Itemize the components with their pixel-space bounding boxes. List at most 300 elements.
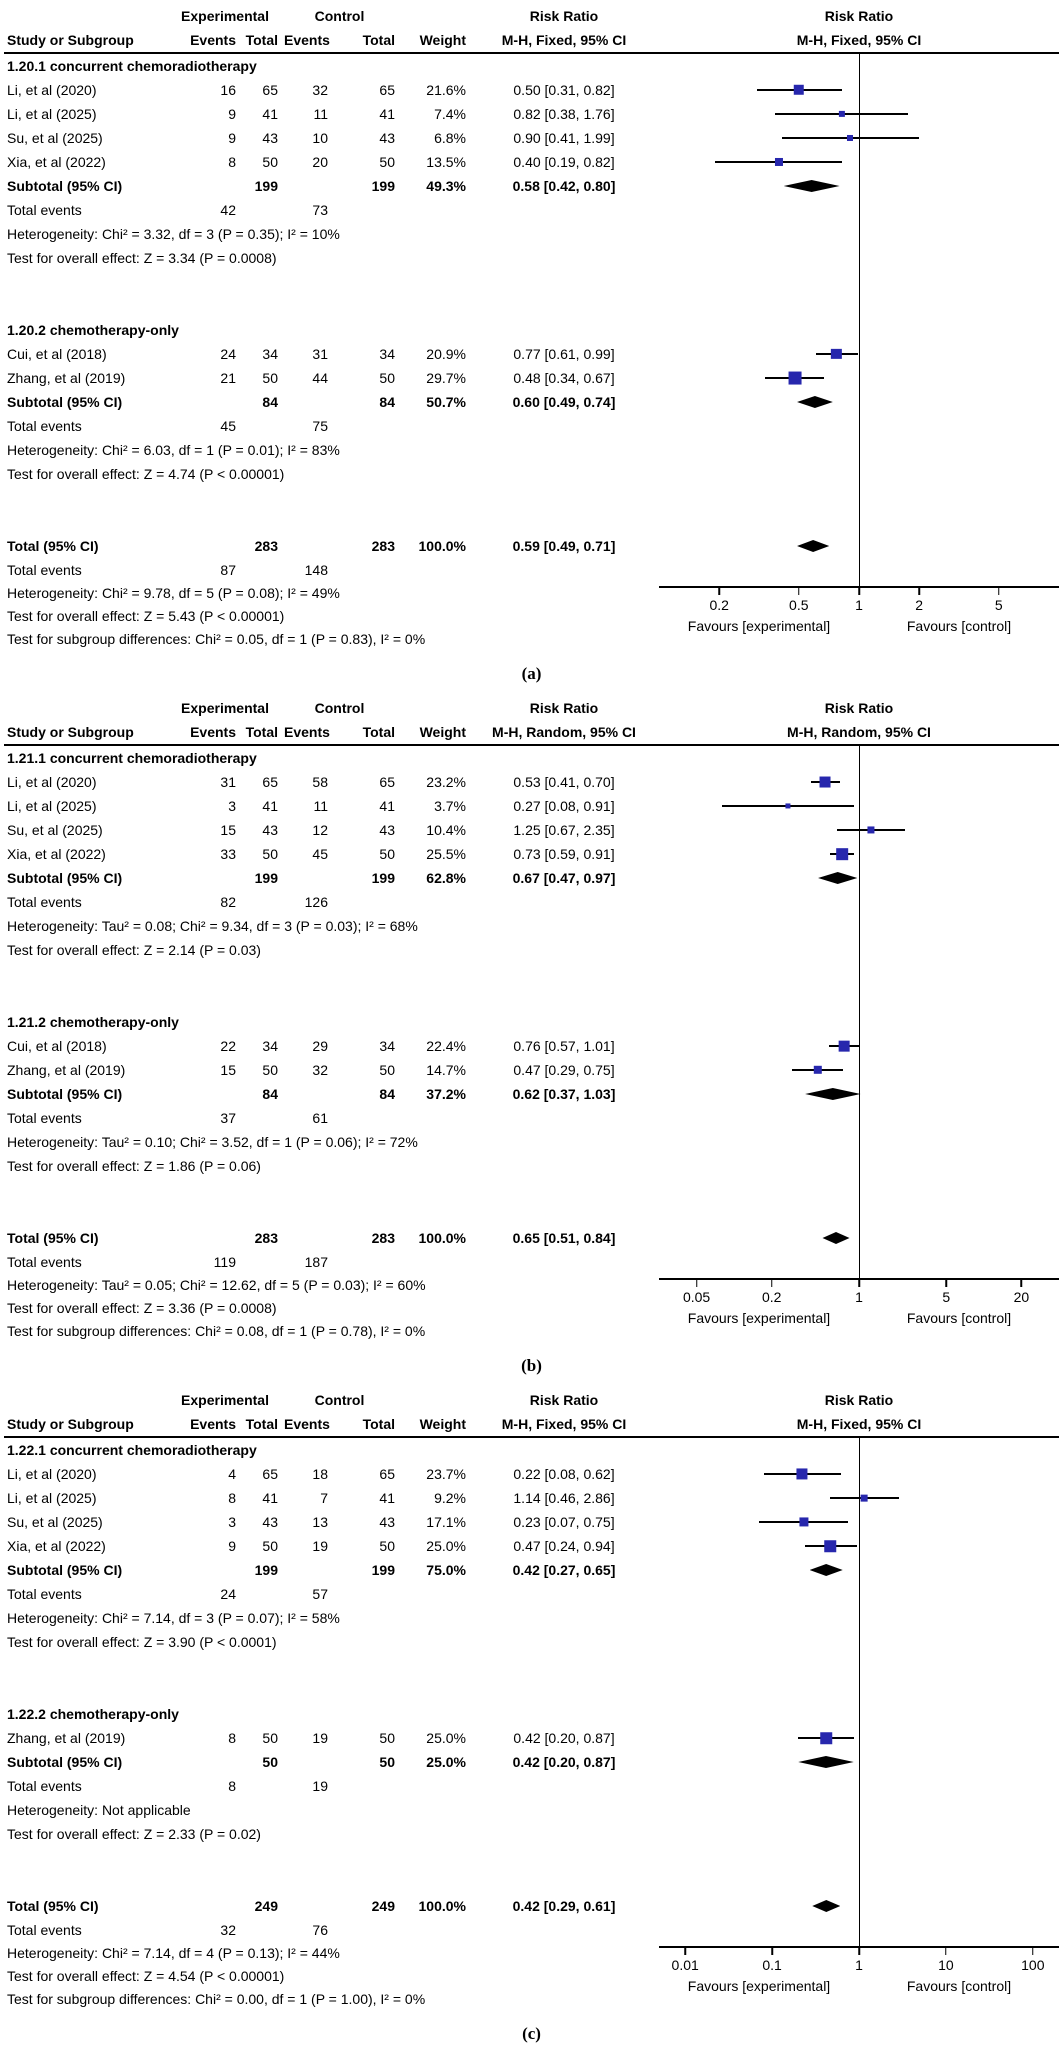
panel-label: (c) bbox=[522, 2024, 541, 2043]
plot-cell bbox=[659, 1798, 1059, 1822]
weight-value: 100.0% bbox=[418, 1898, 466, 1914]
text-row bbox=[4, 1630, 1060, 1654]
study-name: Li, et al (2025) bbox=[7, 106, 97, 122]
ctl-events-value: 75 bbox=[312, 418, 328, 434]
exp-total-value: 199 bbox=[254, 178, 278, 194]
weight-value: 25.0% bbox=[426, 1754, 466, 1770]
plot-title: Risk Ratio bbox=[824, 700, 894, 716]
pooled-diamond bbox=[805, 1088, 861, 1100]
plot-cell bbox=[659, 962, 1059, 986]
ctl-events-value: 31 bbox=[312, 346, 328, 362]
header-row-groups bbox=[4, 4, 1060, 28]
axis-tick bbox=[771, 1278, 773, 1287]
exp-events-value: 37 bbox=[220, 1110, 236, 1126]
ctl-events-value: 20 bbox=[312, 154, 328, 170]
ctl-total-value: 65 bbox=[379, 1466, 395, 1482]
study-row bbox=[4, 818, 1060, 842]
null-effect-line bbox=[859, 890, 860, 914]
ctl-events-value: 45 bbox=[312, 846, 328, 862]
ctl-total-value: 34 bbox=[379, 346, 395, 362]
effect-title: Risk Ratio bbox=[529, 700, 599, 716]
exp-total-value: 50 bbox=[262, 154, 278, 170]
total-row bbox=[4, 1226, 1060, 1250]
axis-tick bbox=[696, 1278, 698, 1287]
ctl-events-header: Events bbox=[284, 724, 330, 740]
study-row bbox=[4, 1058, 1060, 1082]
heterogeneity-text: Heterogeneity: Chi² = 7.14, df = 4 (P = 0.13); I² = 44% bbox=[7, 1945, 340, 1961]
null-effect-line bbox=[859, 246, 860, 270]
weight-value: 100.0% bbox=[418, 538, 466, 554]
stat-text: Heterogeneity: Chi² = 6.03, df = 1 (P = 0.01); I² = 83% bbox=[7, 442, 340, 458]
axis-tick-label: 0.5 bbox=[789, 597, 809, 613]
effect-estimate: 0.22 [0.08, 0.62] bbox=[513, 1466, 615, 1482]
plot-cell bbox=[659, 746, 1059, 770]
header-row-groups bbox=[4, 1388, 1060, 1412]
study-name: Su, et al (2025) bbox=[7, 130, 103, 146]
null-effect-line bbox=[859, 462, 860, 486]
ctl-total-value: 199 bbox=[371, 1562, 395, 1578]
axis-tick-label: 20 bbox=[1013, 1289, 1030, 1305]
exp-events-value: 9 bbox=[228, 130, 236, 146]
favours-experimental-label: Favours [experimental] bbox=[687, 618, 831, 634]
panel-label: (b) bbox=[521, 1356, 542, 1375]
effect-estimate: 0.48 [0.34, 0.67] bbox=[513, 370, 615, 386]
study-row bbox=[4, 78, 1060, 102]
study-name: Zhang, et al (2019) bbox=[7, 1730, 126, 1746]
axis-tick bbox=[858, 1278, 860, 1287]
footer bbox=[4, 1942, 1060, 2016]
study-row bbox=[4, 1726, 1060, 1750]
null-effect-line bbox=[859, 962, 860, 986]
effect-marker-square bbox=[799, 1517, 808, 1526]
total-events-label: Total events bbox=[7, 1778, 82, 1794]
ctl-total-value: 43 bbox=[379, 130, 395, 146]
axis-tick bbox=[1032, 1946, 1034, 1955]
ctl-total-value: 50 bbox=[379, 846, 395, 862]
favours-control-label: Favours [control] bbox=[906, 618, 1012, 634]
study-row bbox=[4, 1534, 1060, 1558]
effect-estimate: 0.77 [0.61, 0.99] bbox=[513, 346, 615, 362]
null-effect-line bbox=[859, 986, 860, 1010]
study-row bbox=[4, 1034, 1060, 1058]
effect-marker-square bbox=[814, 1066, 822, 1074]
subgroup-differences-text: Test for subgroup differences: Chi² = 0.00, df = 1 (P = 1.00), I² = 0% bbox=[7, 1991, 426, 2007]
effect-marker-square bbox=[794, 85, 804, 95]
null-effect-line bbox=[859, 318, 860, 342]
effect-estimate: 0.40 [0.19, 0.82] bbox=[513, 154, 615, 170]
ctl-total-value: 41 bbox=[379, 106, 395, 122]
text-row bbox=[4, 1798, 1060, 1822]
exp-total-value: 65 bbox=[262, 774, 278, 790]
ctl-events-value: 7 bbox=[320, 1490, 328, 1506]
spacer-row bbox=[4, 486, 1060, 510]
effect-estimate: 0.62 [0.37, 1.03] bbox=[512, 1086, 616, 1102]
heterogeneity-text: Heterogeneity: Tau² = 0.05; Chi² = 12.62, df = 5 (P = 0.03); I² = 60% bbox=[7, 1277, 426, 1293]
overall-effect-text: Test for overall effect: Z = 3.36 (P = 0.0008) bbox=[7, 1300, 277, 1316]
subgroup-row bbox=[4, 1438, 1060, 1462]
exp-total-value: 41 bbox=[262, 1490, 278, 1506]
plot-cell bbox=[659, 1130, 1059, 1154]
study-name: Total (95% CI) bbox=[7, 1898, 99, 1914]
footer bbox=[4, 582, 1060, 656]
ctl-total-value: 249 bbox=[371, 1898, 395, 1914]
study-name: Zhang, et al (2019) bbox=[7, 1062, 126, 1078]
null-effect-line bbox=[859, 1462, 860, 1486]
stat-text: Heterogeneity: Tau² = 0.10; Chi² = 3.52, df = 1 (P = 0.06); I² = 72% bbox=[7, 1134, 418, 1150]
weight-value: 10.4% bbox=[426, 822, 466, 838]
plot-cell bbox=[659, 78, 1059, 102]
total-events-label: Total events bbox=[7, 202, 82, 218]
spacer-row bbox=[4, 510, 1060, 534]
total-row bbox=[4, 1894, 1060, 1918]
effect-marker-square bbox=[861, 1495, 868, 1502]
ctl-total-value: 41 bbox=[379, 798, 395, 814]
spacer-row bbox=[4, 1178, 1060, 1202]
pooled-diamond bbox=[797, 396, 833, 408]
effect-estimate: 0.60 [0.49, 0.74] bbox=[512, 394, 616, 410]
ctl-total-header: Total bbox=[362, 1416, 395, 1432]
overall-effect-text: Test for overall effect: Z = 4.54 (P < 0.00001) bbox=[7, 1968, 285, 1984]
exp-total-value: 84 bbox=[262, 394, 278, 410]
study-column-header: Study or Subgroup bbox=[7, 724, 134, 740]
exp-total-value: 199 bbox=[254, 870, 278, 886]
axis-tick bbox=[798, 586, 800, 595]
weight-value: 14.7% bbox=[426, 1062, 466, 1078]
favours-labels bbox=[659, 1310, 1059, 1326]
axis-tick-label: 0.2 bbox=[709, 597, 729, 613]
plot-cell bbox=[659, 1082, 1059, 1106]
axis-tick bbox=[918, 586, 920, 595]
events-row bbox=[4, 558, 1060, 582]
stat-text: Test for overall effect: Z = 3.90 (P < 0.0001) bbox=[7, 1634, 277, 1650]
control-group-header: Control bbox=[314, 700, 365, 716]
text-row bbox=[4, 222, 1060, 246]
plot-cell bbox=[659, 1202, 1059, 1226]
null-effect-line bbox=[859, 390, 860, 414]
effect-marker-square bbox=[785, 803, 790, 808]
effect-estimate: 0.42 [0.20, 0.87] bbox=[512, 1754, 616, 1770]
axis-tick-label: 10 bbox=[938, 1957, 954, 1973]
exp-total-value: 50 bbox=[262, 846, 278, 862]
spacer-row bbox=[4, 270, 1060, 294]
exp-events-value: 3 bbox=[228, 1514, 236, 1530]
axis bbox=[659, 1942, 1059, 2016]
forest-plot-panel-b bbox=[4, 696, 1060, 1376]
plot-cell bbox=[659, 150, 1059, 174]
exp-events-value: 3 bbox=[228, 798, 236, 814]
axis-tick-label: 0.1 bbox=[762, 1957, 782, 1973]
study-name: Xia, et al (2022) bbox=[7, 154, 106, 170]
header-row-columns bbox=[4, 28, 1060, 52]
null-effect-line bbox=[859, 1130, 860, 1154]
plot-cell bbox=[659, 318, 1059, 342]
effect-title: Risk Ratio bbox=[529, 8, 599, 24]
ctl-events-value: 19 bbox=[312, 1730, 328, 1746]
plot-cell bbox=[659, 294, 1059, 318]
subtotal-row bbox=[4, 1750, 1060, 1774]
axis-tick-label: 0.2 bbox=[762, 1289, 782, 1305]
effect-estimate: 0.65 [0.51, 0.84] bbox=[512, 1230, 616, 1246]
exp-events-value: 33 bbox=[220, 846, 236, 862]
subgroup-row bbox=[4, 746, 1060, 770]
null-effect-line bbox=[859, 174, 860, 198]
total-events-label: Total events bbox=[7, 1586, 82, 1602]
null-effect-line bbox=[859, 1702, 860, 1726]
header-row-columns bbox=[4, 720, 1060, 744]
effect-estimate: 0.82 [0.38, 1.76] bbox=[513, 106, 615, 122]
study-row bbox=[4, 842, 1060, 866]
null-effect-line bbox=[859, 438, 860, 462]
events-row bbox=[4, 414, 1060, 438]
weight-value: 62.8% bbox=[426, 870, 466, 886]
overall-effect-text: Test for overall effect: Z = 5.43 (P < 0.00001) bbox=[7, 608, 285, 624]
exp-total-value: 283 bbox=[254, 1230, 278, 1246]
plot-cell bbox=[659, 438, 1059, 462]
weight-header: Weight bbox=[419, 32, 466, 48]
plot-cell bbox=[659, 462, 1059, 486]
weight-value: 75.0% bbox=[426, 1562, 466, 1578]
experimental-group-header: Experimental bbox=[181, 700, 269, 716]
study-name: Su, et al (2025) bbox=[7, 1514, 103, 1530]
effect-marker-square bbox=[821, 1732, 833, 1744]
axis-tick bbox=[1021, 1278, 1023, 1287]
plot-cell bbox=[659, 842, 1059, 866]
spacer-row bbox=[4, 1654, 1060, 1678]
effect-estimate: 0.73 [0.59, 0.91] bbox=[513, 846, 615, 862]
study-name: Li, et al (2025) bbox=[7, 1490, 97, 1506]
axis-tick bbox=[998, 586, 1000, 595]
null-effect-line bbox=[859, 510, 860, 534]
pooled-diamond bbox=[784, 180, 840, 192]
study-row bbox=[4, 342, 1060, 366]
effect-marker-square bbox=[847, 135, 853, 141]
forest-plot-panel-c bbox=[4, 1388, 1060, 2044]
ctl-events-value: 44 bbox=[312, 370, 328, 386]
footer-stats bbox=[4, 582, 659, 656]
exp-events-value: 8 bbox=[228, 1730, 236, 1746]
pooled-diamond bbox=[818, 872, 857, 884]
plot-cell bbox=[659, 1510, 1059, 1534]
axis-tick bbox=[858, 1946, 860, 1955]
ctl-events-value: 12 bbox=[312, 822, 328, 838]
effect-estimate: 0.42 [0.20, 0.87] bbox=[513, 1730, 615, 1746]
subgroup-title: 1.20.1 concurrent chemoradiotherapy bbox=[7, 58, 257, 74]
forest-plot-panel-a bbox=[4, 4, 1060, 684]
text-row bbox=[4, 246, 1060, 270]
study-row bbox=[4, 126, 1060, 150]
weight-value: 7.4% bbox=[434, 106, 466, 122]
study-name: Li, et al (2020) bbox=[7, 1466, 97, 1482]
null-effect-line bbox=[859, 1582, 860, 1606]
plot-title: Risk Ratio bbox=[824, 8, 894, 24]
ctl-events-value: 187 bbox=[304, 1254, 328, 1270]
exp-total-value: 34 bbox=[262, 346, 278, 362]
header-row-columns bbox=[4, 1412, 1060, 1436]
plot-cell bbox=[659, 534, 1059, 558]
favours-labels bbox=[659, 1978, 1059, 1994]
plot-cell bbox=[659, 1630, 1059, 1654]
ctl-events-value: 148 bbox=[304, 562, 328, 578]
plot-cell bbox=[659, 1582, 1059, 1606]
axis-tick bbox=[946, 1278, 948, 1287]
stat-text: Test for overall effect: Z = 2.33 (P = 0.02) bbox=[7, 1826, 261, 1842]
subgroup-row bbox=[4, 54, 1060, 78]
exp-events-value: 31 bbox=[220, 774, 236, 790]
study-row bbox=[4, 1486, 1060, 1510]
plot-title: Risk Ratio bbox=[824, 1392, 894, 1408]
effect-estimate: 0.58 [0.42, 0.80] bbox=[512, 178, 616, 194]
effect-marker-square bbox=[836, 848, 848, 860]
ctl-events-value: 18 bbox=[312, 1466, 328, 1482]
axis-tick bbox=[684, 1946, 686, 1955]
total-events-label: Total events bbox=[7, 1254, 82, 1270]
total-events-label: Total events bbox=[7, 1110, 82, 1126]
null-effect-line bbox=[859, 1918, 860, 1942]
exp-total-value: 50 bbox=[262, 1730, 278, 1746]
study-name: Total (95% CI) bbox=[7, 1230, 99, 1246]
ctl-total-value: 84 bbox=[379, 1086, 395, 1102]
exp-total-value: 50 bbox=[262, 1754, 278, 1770]
null-effect-line bbox=[859, 1058, 860, 1082]
study-name: Cui, et al (2018) bbox=[7, 346, 107, 362]
plot-cell bbox=[659, 246, 1059, 270]
exp-total-value: 249 bbox=[254, 1898, 278, 1914]
exp-events-value: 8 bbox=[228, 1490, 236, 1506]
subgroup-row bbox=[4, 318, 1060, 342]
ctl-total-value: 50 bbox=[379, 1730, 395, 1746]
null-effect-line bbox=[859, 1774, 860, 1798]
effect-estimate: 1.14 [0.46, 2.86] bbox=[513, 1490, 615, 1506]
exp-events-header: Events bbox=[190, 724, 236, 740]
study-name: Li, et al (2025) bbox=[7, 798, 97, 814]
axis-tick bbox=[858, 586, 860, 595]
ctl-events-value: 126 bbox=[304, 894, 328, 910]
subgroup-differences-text: Test for subgroup differences: Chi² = 0.05, df = 1 (P = 0.83), I² = 0% bbox=[7, 631, 426, 647]
exp-total-value: 65 bbox=[262, 82, 278, 98]
null-effect-line bbox=[859, 1178, 860, 1202]
ctl-total-value: 199 bbox=[371, 178, 395, 194]
events-row bbox=[4, 1918, 1060, 1942]
axis bbox=[659, 582, 1059, 656]
null-effect-line bbox=[859, 1534, 860, 1558]
events-row bbox=[4, 1774, 1060, 1798]
exp-events-header: Events bbox=[190, 1416, 236, 1432]
plot-cell bbox=[659, 174, 1059, 198]
plot-cell bbox=[659, 342, 1059, 366]
plot-method-header: M-H, Random, 95% CI bbox=[787, 724, 931, 740]
axis-tick-label: 1 bbox=[855, 597, 863, 613]
plot-cell bbox=[659, 1822, 1059, 1846]
subtotal-row bbox=[4, 390, 1060, 414]
plot-cell bbox=[659, 1918, 1059, 1942]
ctl-total-value: 50 bbox=[379, 154, 395, 170]
subgroup-title: 1.20.2 chemotherapy-only bbox=[7, 322, 179, 338]
total-row bbox=[4, 534, 1060, 558]
null-effect-line bbox=[859, 1822, 860, 1846]
null-effect-line bbox=[859, 1202, 860, 1226]
weight-value: 50.7% bbox=[426, 394, 466, 410]
exp-events-value: 15 bbox=[220, 822, 236, 838]
exp-total-header: Total bbox=[245, 1416, 278, 1432]
exp-events-value: 32 bbox=[220, 1922, 236, 1938]
events-row bbox=[4, 890, 1060, 914]
null-effect-line bbox=[859, 1750, 860, 1774]
plot-cell bbox=[659, 1702, 1059, 1726]
subtotal-row bbox=[4, 1082, 1060, 1106]
text-row bbox=[4, 1154, 1060, 1178]
footer-stats bbox=[4, 1274, 659, 1348]
weight-value: 13.5% bbox=[426, 154, 466, 170]
null-effect-line bbox=[859, 222, 860, 246]
axis-tick-label: 0.05 bbox=[682, 1289, 711, 1305]
exp-events-value: 21 bbox=[220, 370, 236, 386]
study-name: Subtotal (95% CI) bbox=[7, 1754, 123, 1770]
subgroup-title: 1.22.2 chemotherapy-only bbox=[7, 1706, 179, 1722]
ctl-total-value: 50 bbox=[379, 1538, 395, 1554]
exp-events-value: 9 bbox=[228, 106, 236, 122]
plot-cell bbox=[659, 1846, 1059, 1870]
axis-tick-label: 5 bbox=[994, 597, 1003, 613]
ctl-total-value: 65 bbox=[379, 774, 395, 790]
null-effect-line bbox=[859, 914, 860, 938]
stat-text: Test for overall effect: Z = 1.86 (P = 0.06) bbox=[7, 1158, 261, 1174]
exp-events-value: 24 bbox=[220, 346, 236, 362]
effect-estimate: 0.47 [0.24, 0.94] bbox=[513, 1538, 615, 1554]
ctl-events-value: 76 bbox=[312, 1922, 328, 1938]
plot-cell bbox=[659, 486, 1059, 510]
subtotal-row bbox=[4, 174, 1060, 198]
control-group-header: Control bbox=[314, 1392, 365, 1408]
ctl-events-value: 11 bbox=[313, 798, 328, 814]
ctl-events-value: 13 bbox=[312, 1514, 328, 1530]
effect-estimate: 0.67 [0.47, 0.97] bbox=[512, 870, 616, 886]
exp-events-value: 16 bbox=[220, 82, 236, 98]
ctl-total-value: 43 bbox=[379, 1514, 395, 1530]
exp-total-value: 41 bbox=[262, 798, 278, 814]
plot-cell bbox=[659, 1534, 1059, 1558]
ctl-events-header: Events bbox=[284, 32, 330, 48]
plot-cell bbox=[659, 102, 1059, 126]
ctl-total-value: 283 bbox=[371, 538, 395, 554]
favours-labels bbox=[659, 618, 1059, 634]
null-effect-line bbox=[859, 54, 860, 78]
plot-cell bbox=[659, 794, 1059, 818]
plot-cell bbox=[659, 1178, 1059, 1202]
null-effect-line bbox=[859, 1154, 860, 1178]
ctl-events-value: 73 bbox=[312, 202, 328, 218]
weight-value: 9.2% bbox=[434, 1490, 466, 1506]
effect-estimate: 0.47 [0.29, 0.75] bbox=[513, 1062, 615, 1078]
effect-marker-square bbox=[819, 777, 830, 788]
plot-cell bbox=[659, 1462, 1059, 1486]
ctl-total-value: 283 bbox=[371, 1230, 395, 1246]
study-name: Subtotal (95% CI) bbox=[7, 1086, 123, 1102]
null-effect-line bbox=[859, 150, 860, 174]
study-column-header: Study or Subgroup bbox=[7, 1416, 134, 1432]
study-name: Subtotal (95% CI) bbox=[7, 178, 123, 194]
plot-cell bbox=[659, 770, 1059, 794]
subtotal-row bbox=[4, 1558, 1060, 1582]
subgroup-title: 1.21.2 chemotherapy-only bbox=[7, 1014, 179, 1030]
subgroup-title: 1.22.1 concurrent chemoradiotherapy bbox=[7, 1442, 257, 1458]
effect-method-header: M-H, Fixed, 95% CI bbox=[501, 32, 627, 48]
experimental-group-header: Experimental bbox=[181, 8, 269, 24]
plot-cell bbox=[659, 1678, 1059, 1702]
plot-cell bbox=[659, 1486, 1059, 1510]
study-name: Subtotal (95% CI) bbox=[7, 1562, 123, 1578]
plot-cell bbox=[659, 1774, 1059, 1798]
null-effect-line bbox=[859, 270, 860, 294]
